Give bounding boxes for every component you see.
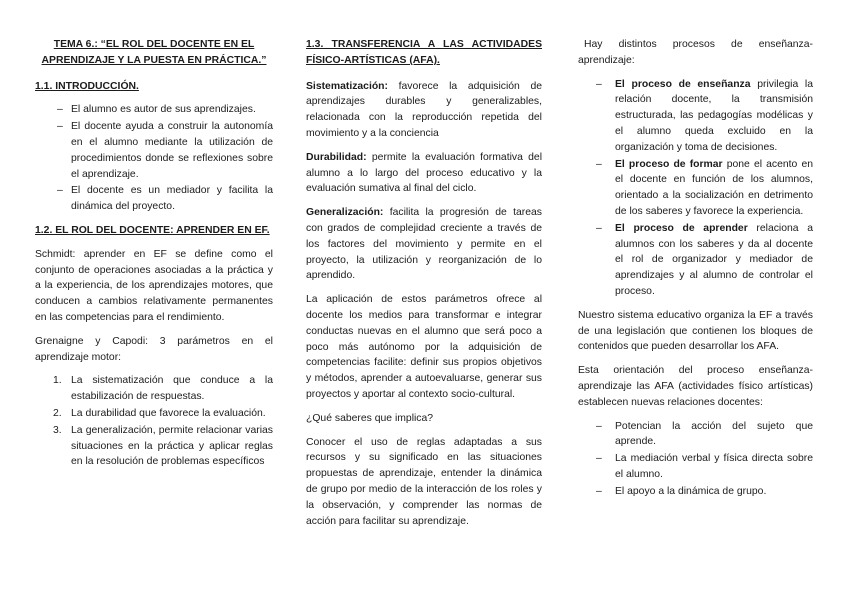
question-saberes: ¿Qué saberes que implica? (306, 412, 434, 424)
paragraph-sistema-educativo: Nuestro sistema educativo organiza la EF a través de una legislación que contienen los bloques de contenidos que pueden desarrollar los AFA. (578, 309, 813, 353)
list-item: – El docente ayuda a construir la autonomía en el alumno mediante la utilización de procedimientos donde se reflexiones sobre el aprendizaje. (57, 121, 273, 180)
document-title: TEMA 6.: “EL ROL DEL DOCENTE EN EL APRENDIZAJE Y LA PUESTA EN PRÁCTICA.” (41, 39, 267, 66)
paragraph-orientacion: Esta orientación del proceso enseñanza-aprendizaje las AFA (actividades físico artísticas) establecen nuevas relaciones docentes: (578, 365, 813, 408)
list-item: – El alumno es autor de sus aprendizajes. (57, 104, 256, 116)
relations-list (578, 419, 813, 500)
section-heading-introduccion: 1.1. INTRODUCCIÓN. (35, 80, 139, 92)
list-item: – El docente es un mediador y facilita la dinámica del proyecto. (57, 185, 273, 213)
column-2 (306, 37, 542, 537)
list-item: 3. La generalización, permite relacionar varias situaciones en la práctica y aplicar reglas en la resolución de problemas específicos (53, 424, 273, 468)
section-heading-transferencia: 1.3. TRANSFERENCIA A LAS ACTIVIDADES FÍSICO-ARTÍSTICAS (AFA). (306, 39, 542, 66)
intro-list (35, 102, 273, 215)
column-3 (578, 37, 813, 508)
paragraph-conocer: Conocer el uso de reglas adaptadas a sus recursos y su significado en las situaciones propuestas de aprendizaje, entender la dinámica de grupo por medio de la interacción de los roles y la observación, y comprender las normas de acción para facilitar su aprendizaje. (306, 436, 542, 527)
section-heading-rol-docente: 1.2. EL ROL DEL DOCENTE: APRENDER EN EF. (35, 224, 270, 236)
paragraph-durabilidad: Durabilidad: permite la evaluación formativa del alumno a lo largo del proceso educativo y la evaluación sumativa al final del ciclo. (306, 151, 543, 195)
paragraph-aplicacion: La aplicación de estos parámetros ofrece al docente los medios para transformar e integrar conductas nuevas en el alumno que será poco a poco más autónomo por la adquisición de competencias facilite: definir sus propios objetivos y métodos, aprender a autoevaluarse, generar sus proyectos y aportar al contexto socio-cultural. (306, 294, 542, 400)
list-item: – La mediación verbal y física directa sobre el alumno. (596, 453, 813, 480)
paragraph-sistematizacion: Sistematización: favorece la adquisición de aprendizajes durables y generalizables, relacionada con la reproducción repetida del movimiento y a la conciencia (306, 80, 543, 139)
processes-list (578, 77, 813, 300)
list-item: – El proceso de formar pone el acento en el docente en función de los alumnos, orientado a la socialización en detrimento de los saberes y favorece la experiencia. (596, 158, 813, 217)
paragraph-procesos-intro: Hay distintos procesos de enseñanza-aprendizaje: (578, 39, 813, 66)
paragraph-schmidt: Schmidt: aprender en EF se define como el conjunto de operaciones asociadas a la práctica y a la experiencia, de los aprendizajes motores, que conducen a cambios relativamente permanentes en las competencias para el rendimiento. (35, 248, 273, 323)
paragraph-generalizacion: Generalización: facilita la progresión de tareas con grados de complejidad creciente a través de los factores del movimiento y permite en el proyecto, la utilización y reorganización de lo aprendido. (306, 207, 542, 282)
list-item: – El proceso de enseñanza privilegia la relación docente, la transmisión estructurada, las pedagogías modélicas y el alumno queda excluido en la organización y toma de decisiones. (596, 78, 814, 153)
list-item: 2. La durabilidad que favorece la evaluación. (53, 407, 266, 419)
list-item: 1. La sistematización que conduce a la estabilización de respuestas. (53, 375, 273, 403)
list-item: – El apoyo a la dinámica de grupo. (596, 485, 767, 497)
parameters-list (35, 373, 273, 470)
list-item: – Potencian la acción del sujeto que aprende. (596, 420, 813, 448)
list-item: – El proceso de aprender relaciona a alumnos con los saberes y da al docente el rol de organizador y mediador de aprendizajes y al alumno de controlar el proceso. (596, 222, 813, 297)
paragraph-grenaigne: Grenaigne y Capodi: 3 parámetros en el aprendizaje motor: (35, 335, 273, 363)
column-1 (35, 37, 273, 478)
